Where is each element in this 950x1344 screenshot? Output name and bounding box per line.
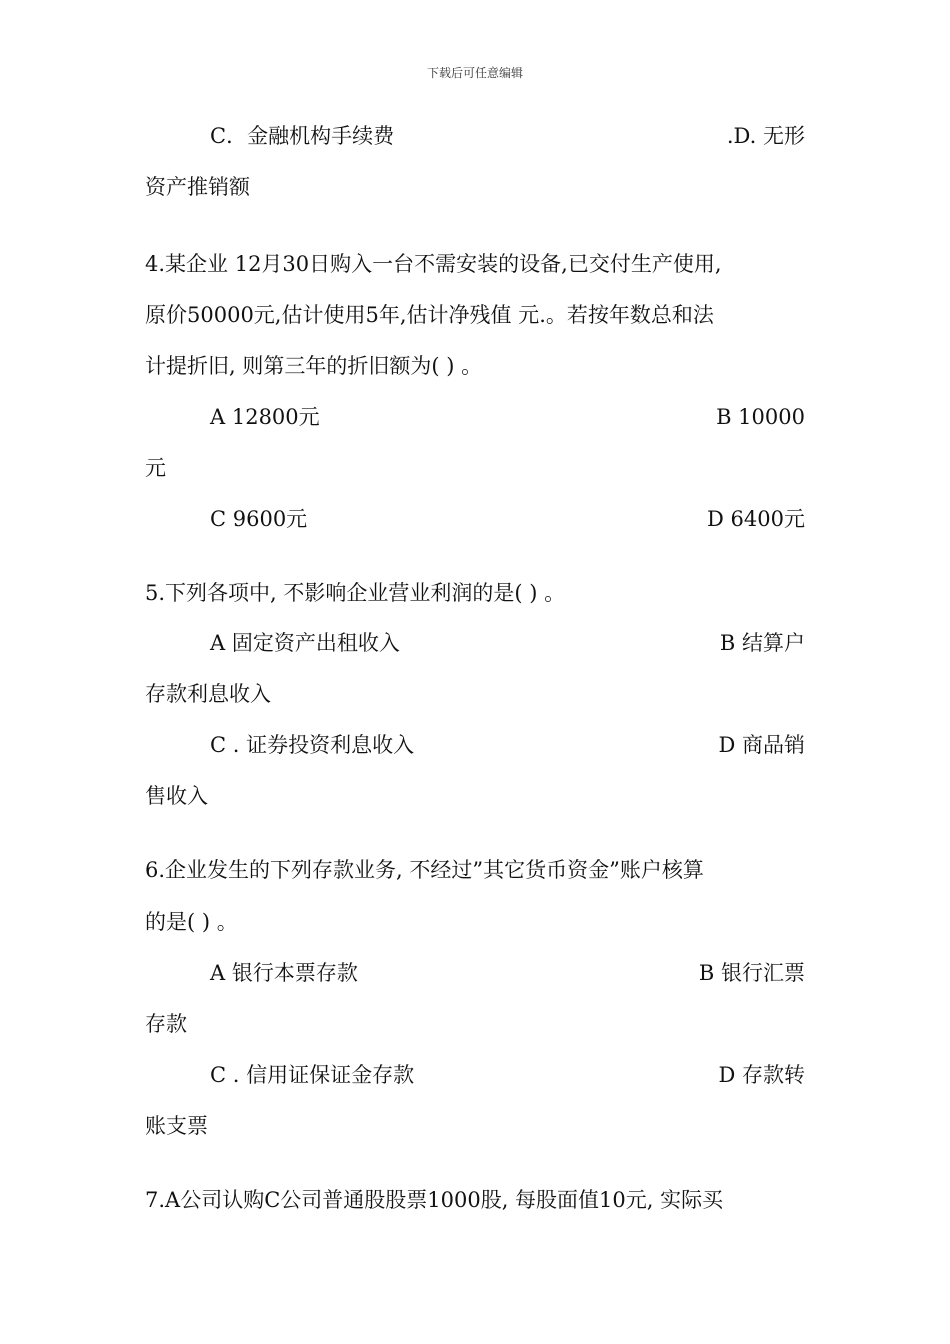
q4-option-c: C 9600元 [210, 507, 308, 531]
q6-line-1: 6.企业发生的下列存款业务, 不经过”其它货币资金”账户核算 [145, 858, 704, 882]
q5-option-b-continued: 存款利息收入 [145, 682, 271, 706]
q6-option-c: C . 信用证保证金存款 [210, 1063, 415, 1087]
q6-line-2: 的是( ) 。 [145, 910, 238, 934]
q5-option-a: A 固定资产出租收入 [210, 631, 400, 655]
q5-option-d-continued: 售收入 [145, 784, 208, 808]
q4-line-2: 原价50000元,估计使用5年,估计净残值 元.。若按年数总和法 [145, 303, 714, 327]
q6-option-b-continued: 存款 [145, 1012, 187, 1036]
q4-option-b: B 10000 [716, 405, 805, 429]
q5-option-b: B 结算户 [719, 631, 805, 655]
q3-option-d-continued: 资产推销额 [145, 175, 250, 199]
q3-option-c: C．金融机构手续费 [210, 124, 395, 148]
q4-option-b-continued: 元 [145, 456, 166, 480]
q4-option-d: D 6400元 [707, 507, 805, 531]
q4-line-1: 4.某企业 12月30日购入一台不需安装的设备,已交付生产使用, [145, 252, 722, 276]
q4-line-3: 计提折旧, 则第三年的折旧额为( ) 。 [145, 354, 483, 378]
q7-line-1: 7.A公司认购C公司普通股股票1000股, 每股面值10元, 实际买 [145, 1188, 724, 1212]
q6-option-a: A 银行本票存款 [210, 961, 358, 985]
q5-line-1: 5.下列各项中, 不影响企业营业利润的是( ) 。 [145, 581, 566, 605]
q3-option-d: .D. 无形 [726, 124, 805, 148]
page-header: 下载后可任意编辑 [426, 66, 523, 80]
q5-option-c: C . 证券投资利息收入 [210, 733, 415, 757]
q6-option-d-continued: 账支票 [145, 1114, 208, 1138]
q6-option-b: B 银行汇票 [698, 961, 805, 985]
q4-option-a: A 12800元 [210, 405, 320, 429]
q6-option-d: D 存款转 [718, 1063, 805, 1087]
q5-option-d: D 商品销 [718, 733, 805, 757]
